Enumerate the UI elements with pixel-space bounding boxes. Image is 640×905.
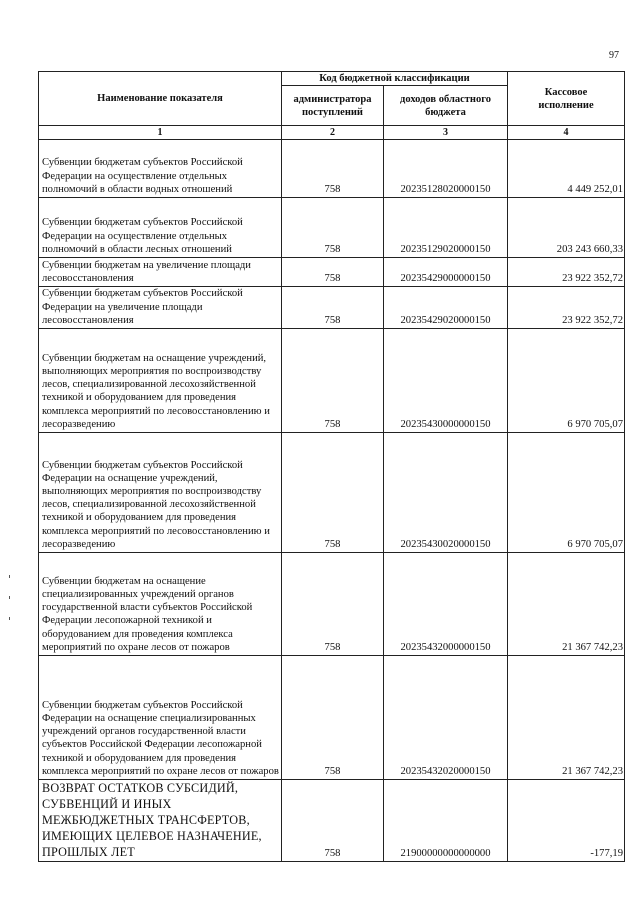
table-row xyxy=(39,140,625,198)
column-number-4: 4 xyxy=(508,126,625,140)
margin-mark xyxy=(9,617,10,620)
row-code: 20235432000000150 xyxy=(384,553,508,656)
table-row xyxy=(39,287,625,329)
row-admin: 758 xyxy=(282,198,384,258)
row-code: 20235129020000150 xyxy=(384,198,508,258)
row-code: 20235430020000150 xyxy=(384,433,508,553)
header-name: Наименование показателя xyxy=(39,72,282,126)
row-admin: 758 xyxy=(282,287,384,329)
row-name: Субвенции бюджетам субъектов Российской Федерации на осуществление отдельных полномочий в области лесных отношений xyxy=(39,198,282,258)
column-number-2: 2 xyxy=(282,126,384,140)
table-row xyxy=(39,656,625,780)
row-amount: 6 970 705,07 xyxy=(508,433,625,553)
row-amount: 203 243 660,33 xyxy=(508,198,625,258)
row-name: Субвенции бюджетам субъектов Российской Федерации на осуществление отдельных полномочий в области водных отношений xyxy=(39,140,282,198)
row-admin: 758 xyxy=(282,780,384,862)
row-amount: 21 367 742,23 xyxy=(508,553,625,656)
row-amount: -177,19 xyxy=(508,780,625,862)
row-code: 21900000000000000 xyxy=(384,780,508,862)
table-row xyxy=(39,780,625,862)
margin-mark xyxy=(9,575,10,578)
row-name: Субвенции бюджетам субъектов Российской Федерации на увеличение площади лесовосстановления xyxy=(39,287,282,329)
row-code: 20235429020000150 xyxy=(384,287,508,329)
row-code: 20235429000000150 xyxy=(384,258,508,287)
page-number: 97 xyxy=(609,50,619,61)
row-code: 20235430000000150 xyxy=(384,329,508,433)
table-row xyxy=(39,258,625,287)
column-number-1: 1 xyxy=(39,126,282,140)
row-admin: 758 xyxy=(282,329,384,433)
header-kbk: Код бюджетной классификации xyxy=(282,72,508,86)
row-admin: 758 xyxy=(282,258,384,287)
row-name: Субвенции бюджетам субъектов Российской Федерации на оснащение учреждений, выполняющих мероприятия по воспроизводству лесов, специализированной лесохозяйственной техникой и оборудованием для проведения комплекса мероприятий по лесовосстановлению и лесоразведению xyxy=(39,433,282,553)
header-income: доходов областного бюджета xyxy=(384,86,508,126)
row-admin: 758 xyxy=(282,553,384,656)
row-code: 20235432020000150 xyxy=(384,656,508,780)
row-code: 20235128020000150 xyxy=(384,140,508,198)
row-admin: 758 xyxy=(282,140,384,198)
row-name: Субвенции бюджетам на увеличение площади лесовосстановления xyxy=(39,258,282,287)
row-amount: 21 367 742,23 xyxy=(508,656,625,780)
table-row xyxy=(39,198,625,258)
table-row xyxy=(39,553,625,656)
row-name: Субвенции бюджетам субъектов Российской Федерации на оснащение специализированных учреждений органов государственной власти субъектов Российской Федерации лесопожарной техникой и оборудованием для проведения комплекса мероприятий по охране лесов от пожаров xyxy=(39,656,282,780)
row-name: ВОЗВРАТ ОСТАТКОВ СУБСИДИЙ, СУБВЕНЦИЙ И ИНЫХ МЕЖБЮДЖЕТНЫХ ТРАНСФЕРТОВ, ИМЕЮЩИХ ЦЕЛЕВОЕ НАЗНАЧЕНИЕ, ПРОШЛЫХ ЛЕТ xyxy=(39,780,282,862)
margin-mark xyxy=(9,596,10,599)
table-row xyxy=(39,433,625,553)
budget-table xyxy=(38,71,625,862)
column-number-3: 3 xyxy=(384,126,508,140)
row-amount: 6 970 705,07 xyxy=(508,329,625,433)
row-admin: 758 xyxy=(282,433,384,553)
header-admin: администратора поступлений xyxy=(282,86,384,126)
row-amount: 23 922 352,72 xyxy=(508,287,625,329)
row-name: Субвенции бюджетам на оснащение учреждений, выполняющих мероприятия по воспроизводству лесов, специализированной лесохозяйственной техникой и оборудованием для проведения комплекса мероприятий по лесовосстановлению и лесоразведению xyxy=(39,329,282,433)
table-row xyxy=(39,329,625,433)
row-amount: 4 449 252,01 xyxy=(508,140,625,198)
row-name: Субвенции бюджетам на оснащение специализированных учреждений органов государственной власти субъектов Российской Федерации лесопожарной техникой и оборудованием для проведения комплекса мероприятий по охране лесов от пожаров xyxy=(39,553,282,656)
row-amount: 23 922 352,72 xyxy=(508,258,625,287)
header-execution: Кассовое исполнение xyxy=(508,72,625,126)
row-admin: 758 xyxy=(282,656,384,780)
